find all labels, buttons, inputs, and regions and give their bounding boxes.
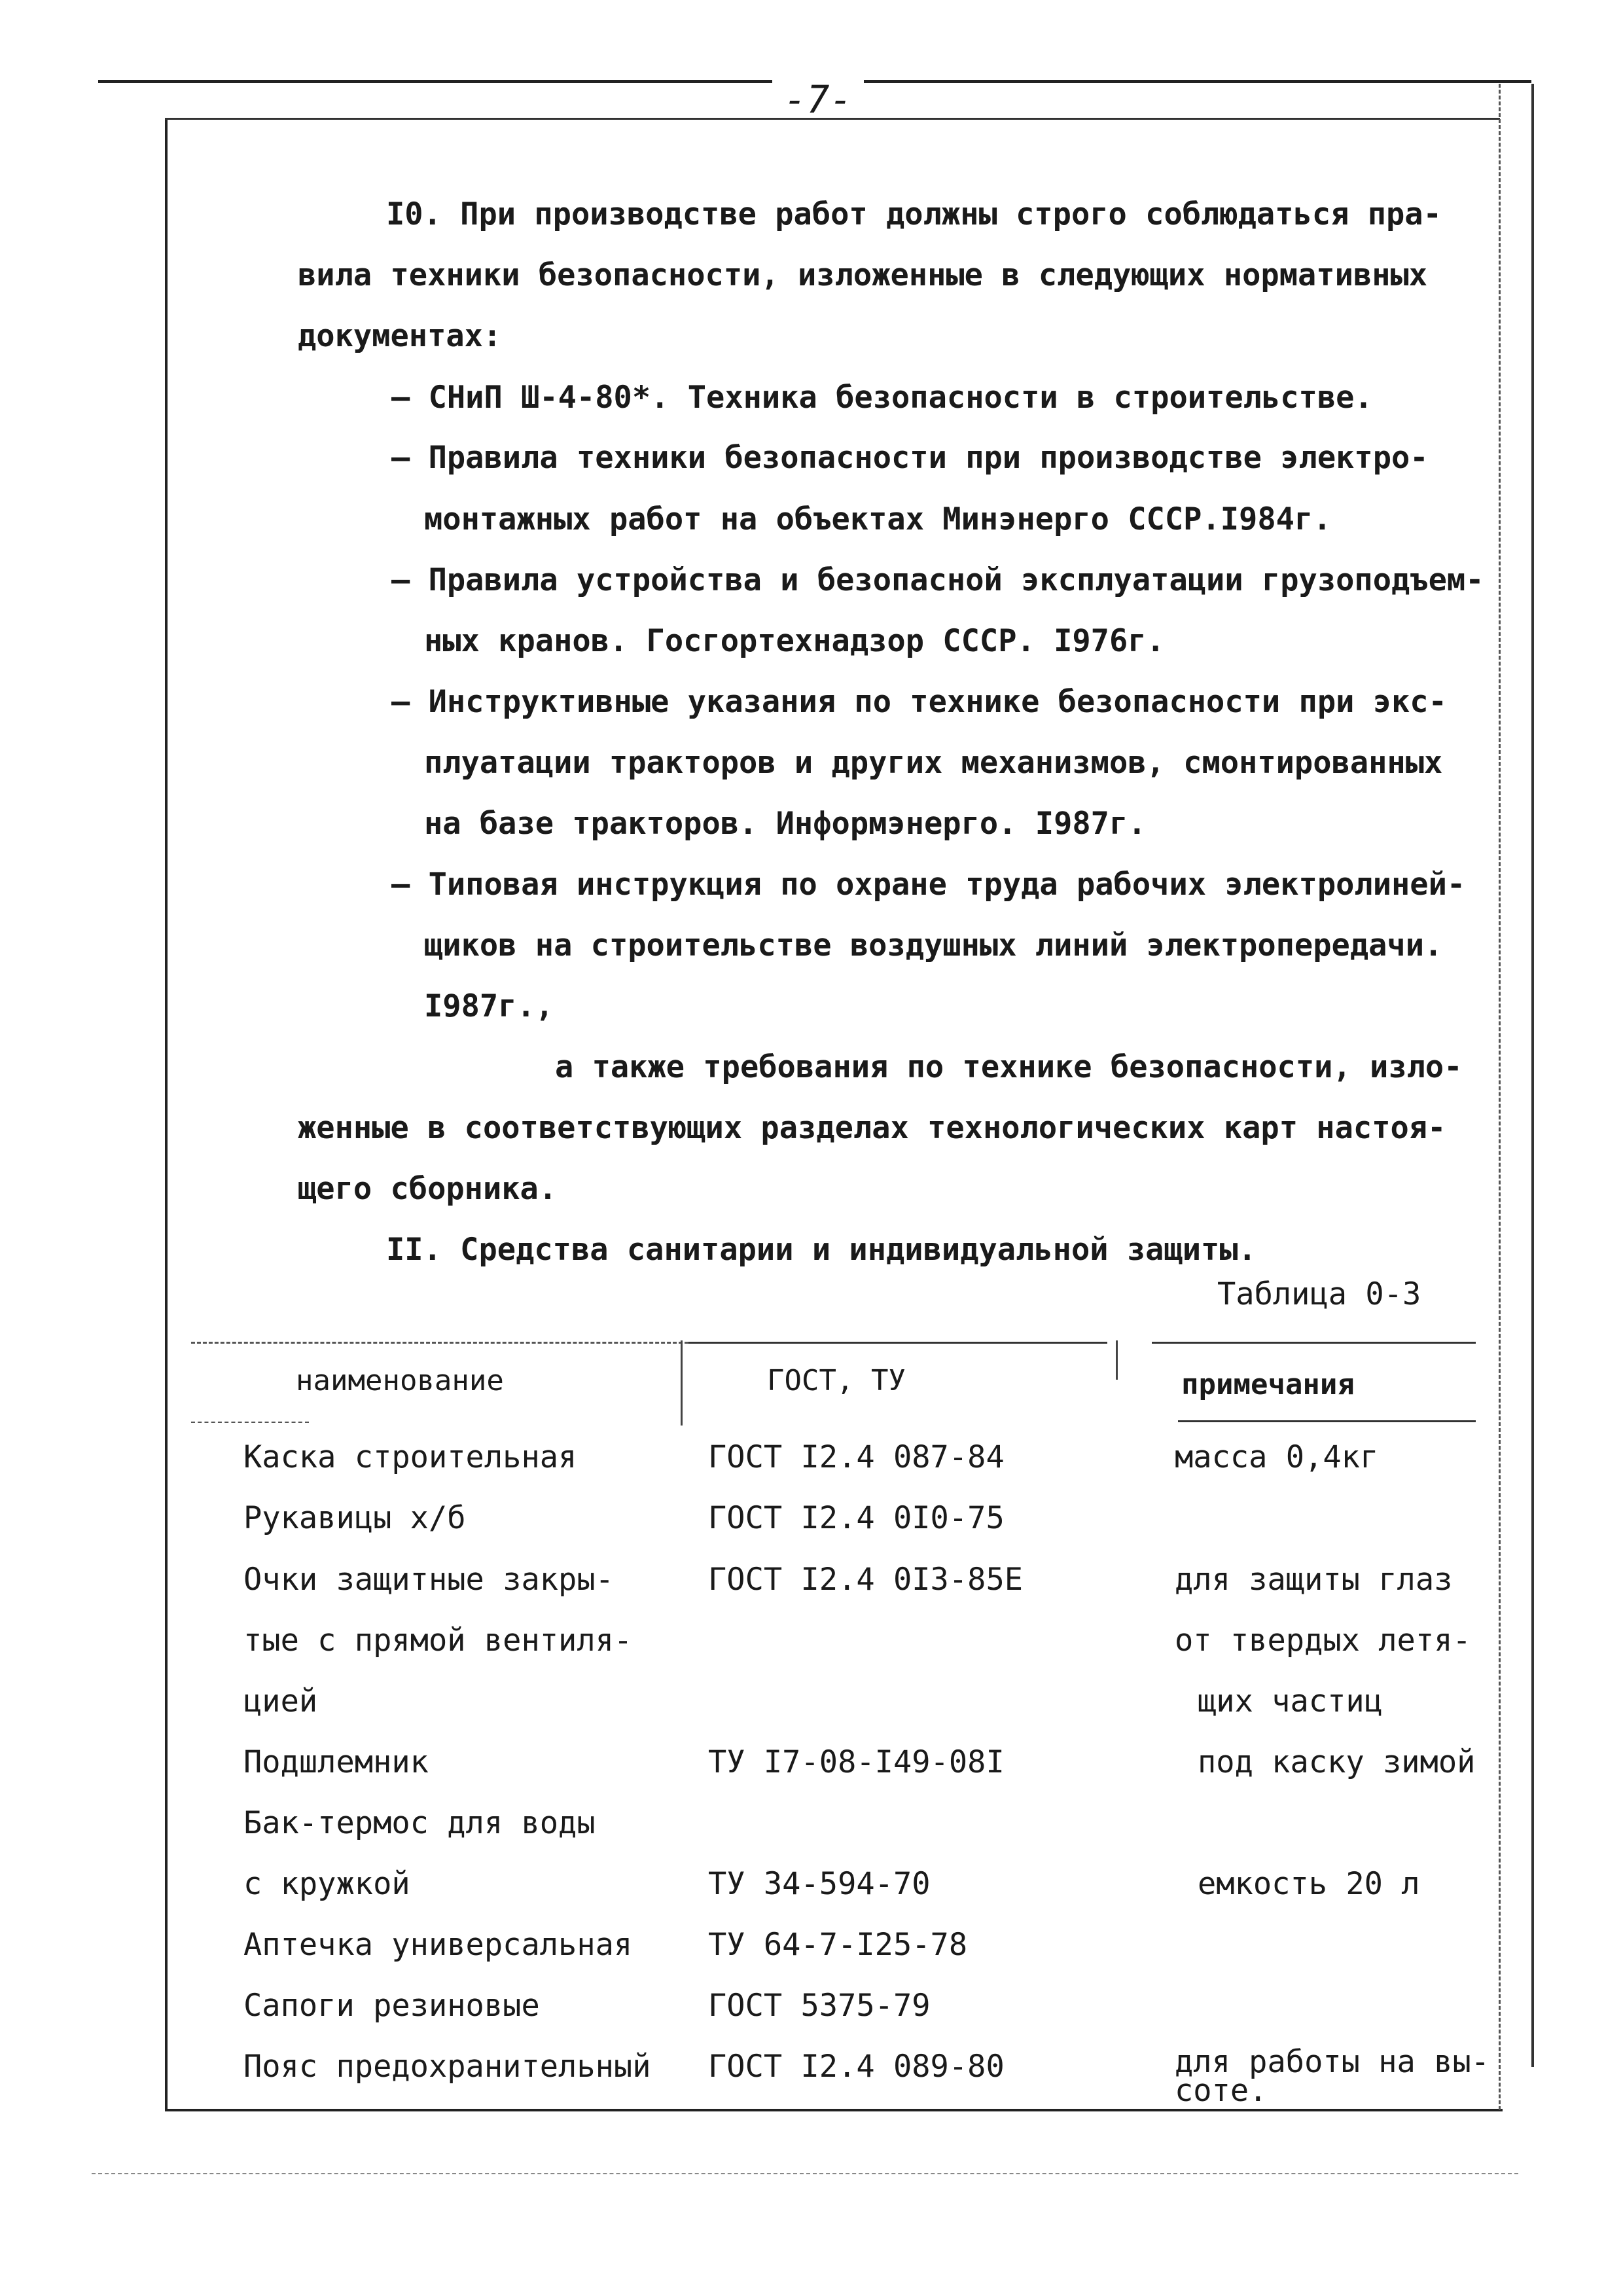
table-top-rule-right [1152, 1342, 1476, 1344]
section10-line2: вила техники безопасности, изложенные в следующих нормативных [298, 257, 1428, 293]
list-item-tractors-line3: на базе тракторов. Информэнерго. I987г. [424, 806, 1147, 842]
page-number: -7- [772, 77, 864, 122]
table-row-5-standard: ТУ 34-594-70 [708, 1866, 931, 1902]
table-caption: Таблица 0-3 [1217, 1276, 1421, 1312]
list-item-cranes-line2: ных кранов. Госгортехнадзор СССР. I976г. [424, 623, 1165, 659]
table-row-7-standard: ГОСТ 5375-79 [708, 1988, 931, 2024]
section11-heading: II. Средства санитарии и индивидуальной защиты. [386, 1232, 1257, 1268]
table-col-divider-1 [681, 1340, 683, 1426]
table-row-1-standard: ГОСТ I2.4 087-84 [708, 1439, 1005, 1475]
list-item-snip: – СНиП Ш-4-80*. Техника безопасности в строительстве. [391, 380, 1373, 416]
table-row-3-name-line2: тые с прямой вентиля- [243, 1623, 633, 1659]
section10-line1: I0. При производстве работ должны строго соблюдаться пра- [386, 196, 1442, 232]
list-item-tractors-line2: плуатации тракторов и других механизмов, смонтированных [424, 745, 1443, 781]
table-header-name: наименование [296, 1364, 504, 1397]
table-row-8-note-line2: соте. [1175, 2073, 1268, 2109]
table-top-rule-mid [688, 1342, 1107, 1344]
table-row-3-note-line1: для защиты глаз [1175, 1562, 1453, 1598]
section10-line3: документах: [298, 318, 502, 354]
table-row-5-name-line2: с кружкой [243, 1866, 410, 1902]
section10-tail1: а также требования по технике безопасности, изло- [555, 1049, 1463, 1085]
table-row-3-note-line2: от твердых летя- [1175, 1623, 1471, 1659]
table-header-standard: ГОСТ, ТУ [767, 1364, 906, 1397]
table-row-3-note-line3: щих частиц [1198, 1683, 1383, 1719]
table-top-rule-left [191, 1342, 688, 1344]
frame-top-line [165, 118, 1500, 120]
table-row-3-name-line3: цией [243, 1683, 318, 1719]
frame-right-inner-line [1499, 84, 1501, 2110]
table-row-2-standard: ГОСТ I2.4 0I0-75 [708, 1500, 1005, 1536]
table-row-4-note: под каску зимой [1198, 1744, 1476, 1780]
table-col-divider-2 [1116, 1340, 1118, 1380]
section10-tail2: женные в соответствующих разделах технологических карт настоя- [298, 1110, 1446, 1146]
table-row-4-name: Подшлемник [243, 1744, 429, 1780]
table-row-8-standard: ГОСТ I2.4 089-80 [708, 2049, 1005, 2085]
table-row-2-name: Рукавицы х/б [243, 1500, 466, 1536]
table-row-5-name-line1: Бак-термос для воды [243, 1805, 596, 1841]
table-row-7-name: Сапоги резиновые [243, 1988, 540, 2024]
table-header-rule-right [1178, 1420, 1476, 1422]
list-item-linemen-line2: щиков на строительстве воздушных линий электропередачи. [424, 927, 1443, 963]
list-item-cranes-line1: – Правила устройства и безопасной эксплуатации грузоподъем- [391, 562, 1484, 598]
table-row-6-standard: ТУ 64-7-I25-78 [708, 1927, 968, 1963]
table-row-8-note-line1: для работы на вы- [1175, 2044, 1490, 2080]
table-header-notes: примечания [1181, 1368, 1355, 1401]
list-item-linemen-line3: I987г., [424, 988, 554, 1024]
table-row-5-note: емкость 20 л [1198, 1866, 1420, 1902]
table-row-6-name: Аптечка универсальная [243, 1927, 633, 1963]
list-item-linemen-line1: – Типовая инструкция по охране труда рабочих электролиней- [391, 867, 1466, 903]
list-item-tractors-line1: – Инструктивные указания по технике безопасности при экс- [391, 684, 1447, 720]
bottom-scan-edge [92, 2173, 1518, 2174]
table-row-3-name-line1: Очки защитные закры- [243, 1562, 614, 1598]
table-row-1-note: масса 0,4кг [1175, 1439, 1379, 1475]
table-row-1-name: Каска строительная [243, 1439, 577, 1475]
list-item-electro-rules-line2: монтажных работ на объектах Минэнерго СССР.I984г. [424, 501, 1332, 537]
table-row-4-standard: ТУ I7-08-I49-08I [708, 1744, 1005, 1780]
table-row-3-standard: ГОСТ I2.4 0I3-85Е [708, 1562, 1024, 1598]
section10-tail3: щего сборника. [298, 1171, 558, 1207]
table-row-8-name: Пояс предохранительный [243, 2049, 651, 2085]
frame-right-outer-line [1531, 84, 1534, 2067]
list-item-electro-rules-line1: – Правила техники безопасности при производстве электро- [391, 440, 1429, 476]
table-header-rule-left [191, 1422, 309, 1423]
